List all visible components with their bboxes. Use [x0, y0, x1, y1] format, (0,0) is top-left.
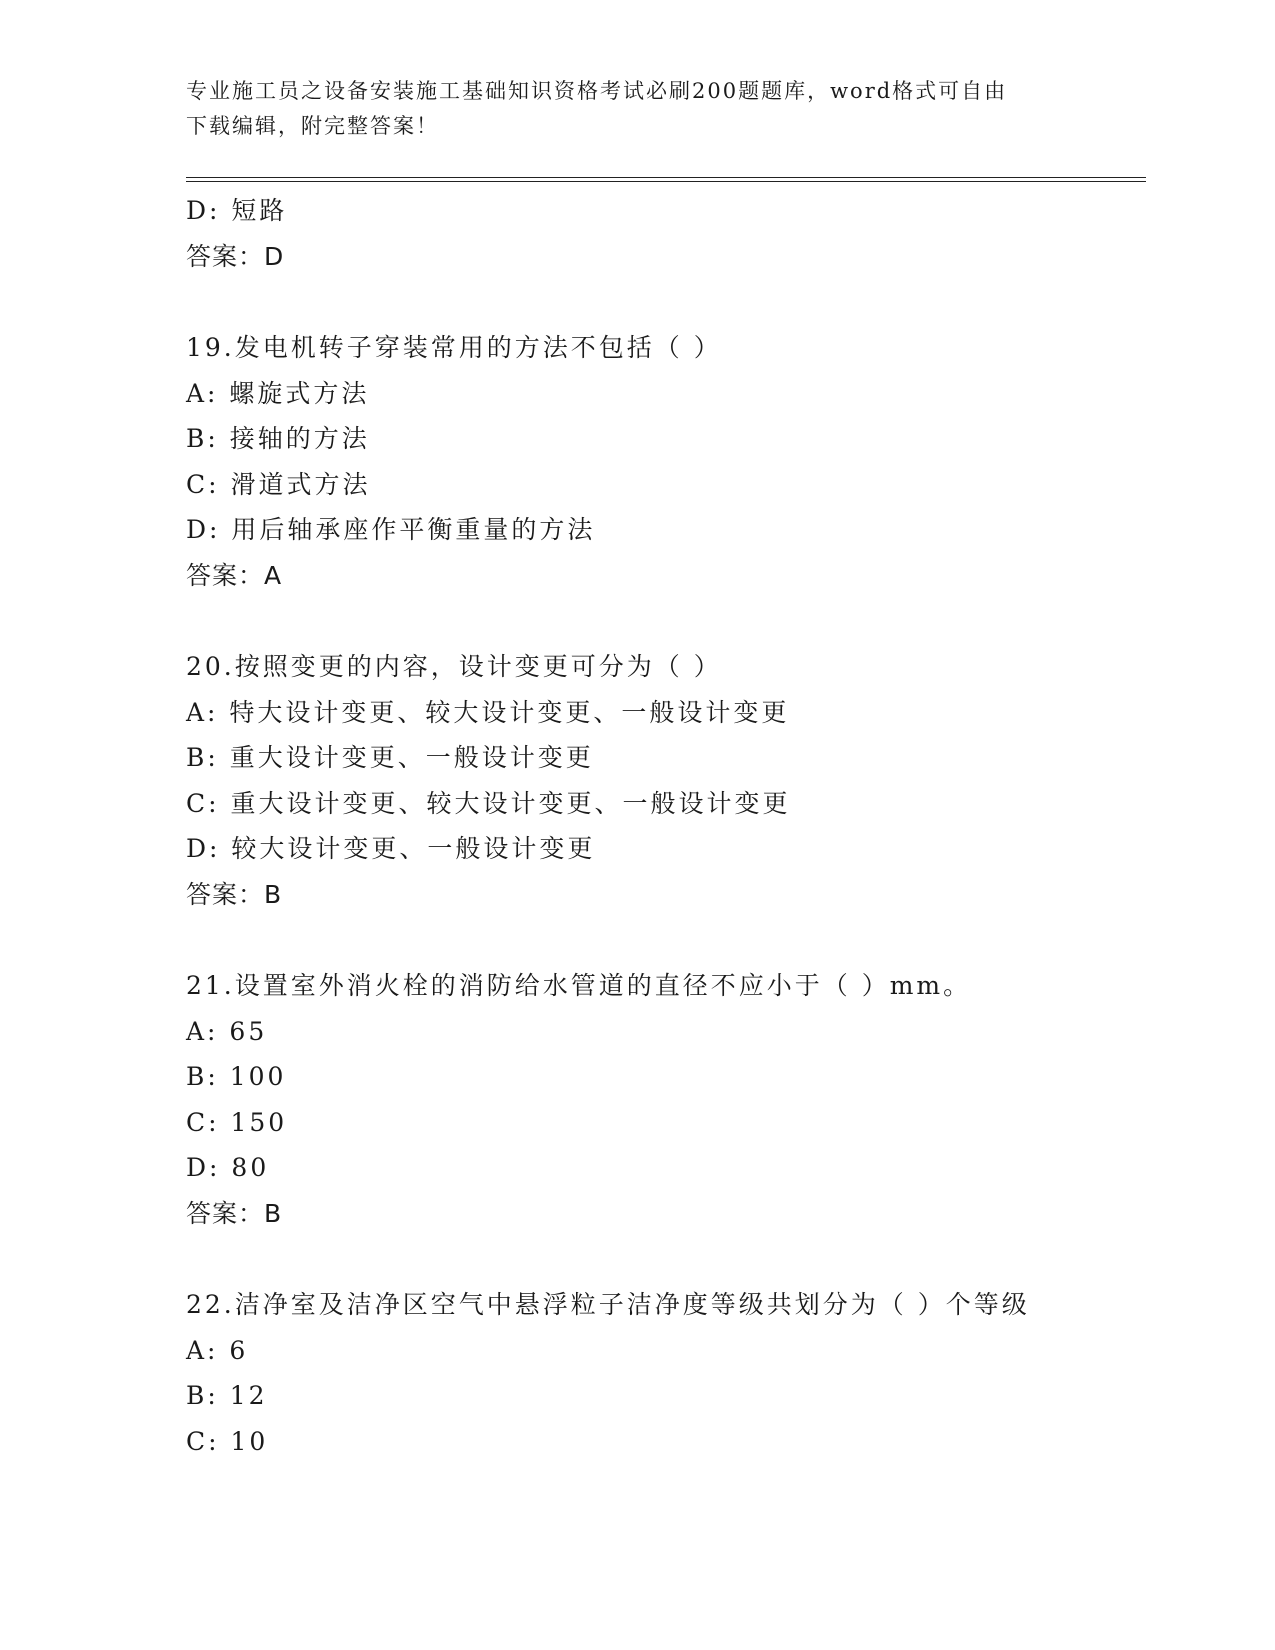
question-22: [186, 1282, 1146, 1464]
question-21: [186, 963, 1146, 1236]
question-19: [186, 325, 1146, 598]
answer-line: 答案：B: [186, 1198, 283, 1228]
option-a: A: 6: [186, 1335, 249, 1365]
option-a: A: 特大设计变更、较大设计变更、一般设计变更: [186, 697, 790, 727]
question-text: 20.按照变更的内容，设计变更可分为（ ）: [186, 652, 722, 681]
option-b: B: 100: [186, 1062, 287, 1091]
answer-line: 答案：B: [186, 879, 283, 909]
question-text: 22.洁净室及洁净区空气中悬浮粒子洁净度等级共划分为（ ）个等级: [186, 1290, 1030, 1319]
question-text: 19.发电机转子穿装常用的方法不包括（ ）: [186, 333, 722, 362]
option-d: D: 用后轴承座作平衡重量的方法: [186, 515, 596, 544]
answer-line: 答案：A: [186, 560, 283, 590]
question-20: [186, 644, 1146, 917]
option-d: D: 较大设计变更、一般设计变更: [186, 834, 596, 863]
option-a: A: 65: [186, 1016, 268, 1046]
question-list: [186, 188, 1146, 1464]
option-a: A: 螺旋式方法: [186, 378, 370, 408]
header-divider-top: [186, 177, 1146, 178]
option-d: D: 短路: [186, 196, 288, 225]
option-b: B: 重大设计变更、一般设计变更: [186, 743, 594, 772]
option-d: D: 80: [186, 1153, 270, 1182]
header-line-2: 下载编辑，附完整答案！: [186, 114, 439, 138]
answer-line: 答案：D: [186, 241, 285, 271]
option-b: B: 12: [186, 1381, 268, 1410]
option-c: C: 重大设计变更、较大设计变更、一般设计变更: [186, 788, 791, 818]
option-b: B: 接轴的方法: [186, 424, 370, 453]
option-c: C: 10: [186, 1426, 269, 1456]
option-c: C: 150: [186, 1107, 288, 1137]
header-divider-bottom: [186, 181, 1146, 182]
question-18-continuation: [186, 188, 1146, 279]
question-text: 21.设置室外消火栓的消防给水管道的直径不应小于（ ）mm。: [186, 971, 972, 1000]
option-c: C: 滑道式方法: [186, 469, 371, 499]
document-header: [186, 74, 1086, 144]
header-line-1: 专业施工员之设备安装施工基础知识资格考试必刷200题题库，word格式可自由: [186, 79, 1008, 103]
